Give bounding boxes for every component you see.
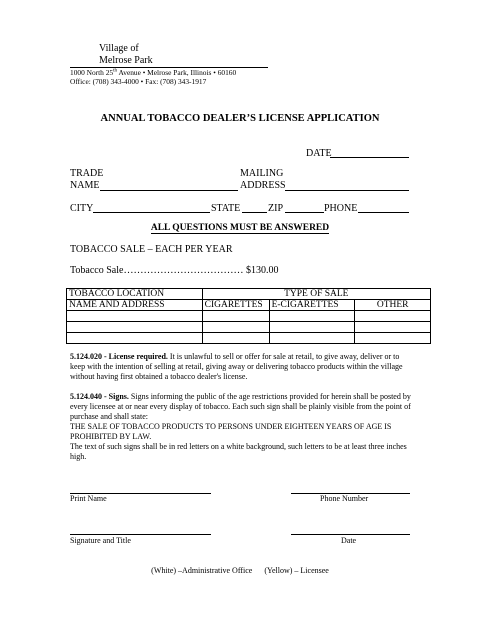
village-name-line2: Melrose Park bbox=[99, 55, 153, 66]
table-cell[interactable] bbox=[355, 333, 431, 344]
print-name-label: Print Name bbox=[70, 494, 107, 503]
mailing-address-field[interactable] bbox=[285, 190, 409, 191]
zip-label: ZIP bbox=[268, 203, 283, 214]
table-row[interactable] bbox=[67, 322, 431, 333]
table-header-row-1 bbox=[67, 289, 431, 300]
table-cell[interactable] bbox=[355, 311, 431, 322]
required-notice-text: ALL QUESTIONS MUST BE ANSWERED bbox=[150, 223, 330, 233]
cigarettes-header: CIGARETTES bbox=[202, 300, 269, 311]
trade-name-field[interactable] bbox=[100, 190, 238, 191]
date-line[interactable] bbox=[291, 534, 410, 535]
signature-line[interactable] bbox=[70, 534, 211, 535]
address-street: 1000 North 25 bbox=[70, 68, 114, 77]
section-signs bbox=[70, 392, 415, 462]
section2-heading: 5.124.040 - Signs. bbox=[70, 392, 129, 401]
fee-line: Tobacco Sale……………………………… $130.00 bbox=[70, 265, 279, 276]
copy-distribution-footer: (White) –Administrative Office (Yellow) – Licensee bbox=[151, 566, 329, 575]
form-title: ANNUAL TOBACCO DEALER’S LICENSE APPLICATION bbox=[100, 113, 380, 124]
table-cell[interactable] bbox=[202, 322, 269, 333]
section-license-required bbox=[70, 352, 415, 382]
type-of-sale-header: TYPE OF SALE bbox=[202, 289, 430, 300]
signature-date-label: Date bbox=[341, 536, 357, 545]
table-cell[interactable] bbox=[67, 311, 203, 322]
e-cigarettes-header: E-CIGARETTES bbox=[269, 300, 355, 311]
zip-field[interactable] bbox=[285, 212, 324, 213]
table-cell[interactable] bbox=[67, 333, 203, 344]
table-cell[interactable] bbox=[202, 333, 269, 344]
phone-field[interactable] bbox=[358, 212, 409, 213]
table-cell[interactable] bbox=[269, 333, 355, 344]
section2-text: Signs informing the public of the age restrictions provided for herein shall be posted by every licensee at or near every display of tobacco. Each such sign shall be plainly visible from the point of purchase and shall state: bbox=[70, 392, 411, 421]
section2-tail: The text of such signs shall be in red letters on a white background, such letters to be at least three inches high. bbox=[70, 442, 407, 461]
city-label: CITY bbox=[70, 203, 94, 214]
date-label: DATE bbox=[306, 148, 332, 159]
section1-heading: 5.124.020 - License required. bbox=[70, 352, 168, 361]
address-label: ADDRESS bbox=[240, 180, 286, 191]
date-field[interactable] bbox=[330, 157, 409, 158]
table-cell[interactable] bbox=[269, 322, 355, 333]
other-header: OTHER bbox=[355, 300, 431, 311]
phone-number-label: Phone Number bbox=[320, 494, 369, 503]
signature-title-label: Signature and Title bbox=[70, 536, 131, 545]
section1-text: It is unlawful to sell or offer for sale at retail, to give away, deliver or to keep with the intention of selling at retail, giving away or delivering tobacco products within the village without having first obtained a tobacco dealer's license. bbox=[70, 352, 403, 381]
table-cell[interactable] bbox=[269, 311, 355, 322]
table-cell[interactable] bbox=[67, 322, 203, 333]
state-field[interactable] bbox=[242, 212, 267, 213]
tobacco-location-header: TOBACCO LOCATION bbox=[67, 289, 203, 300]
village-contact: Office: (708) 343-4000 • Fax: (708) 343-1917 bbox=[70, 77, 207, 86]
table-cell[interactable] bbox=[202, 311, 269, 322]
table-cell[interactable] bbox=[355, 322, 431, 333]
tobacco-location-table bbox=[66, 288, 431, 344]
address-city: Avenue • Melrose Park, Illinois • 60160 bbox=[117, 68, 237, 77]
address-sup: th bbox=[113, 68, 118, 74]
table-row[interactable] bbox=[67, 311, 431, 322]
table-row[interactable] bbox=[67, 333, 431, 344]
name-label: NAME bbox=[70, 180, 100, 191]
village-address bbox=[70, 68, 236, 77]
section2-caps: THE SALE OF TOBACCO PRODUCTS TO PERSONS UNDER EIGHTEEN YEARS OF AGE IS PROHIBITED BY LAW. bbox=[70, 422, 392, 441]
name-address-header: NAME AND ADDRESS bbox=[67, 300, 203, 311]
village-name-line1: Village of bbox=[99, 43, 139, 54]
sale-heading: TOBACCO SALE – EACH PER YEAR bbox=[70, 244, 233, 255]
table-header-row-2 bbox=[67, 300, 431, 311]
phone-label: PHONE bbox=[324, 203, 358, 214]
required-notice bbox=[0, 223, 480, 234]
trade-label: TRADE bbox=[70, 168, 104, 179]
city-field[interactable] bbox=[93, 212, 210, 213]
mailing-label: MAILING bbox=[240, 168, 284, 179]
state-label: STATE bbox=[211, 203, 241, 214]
